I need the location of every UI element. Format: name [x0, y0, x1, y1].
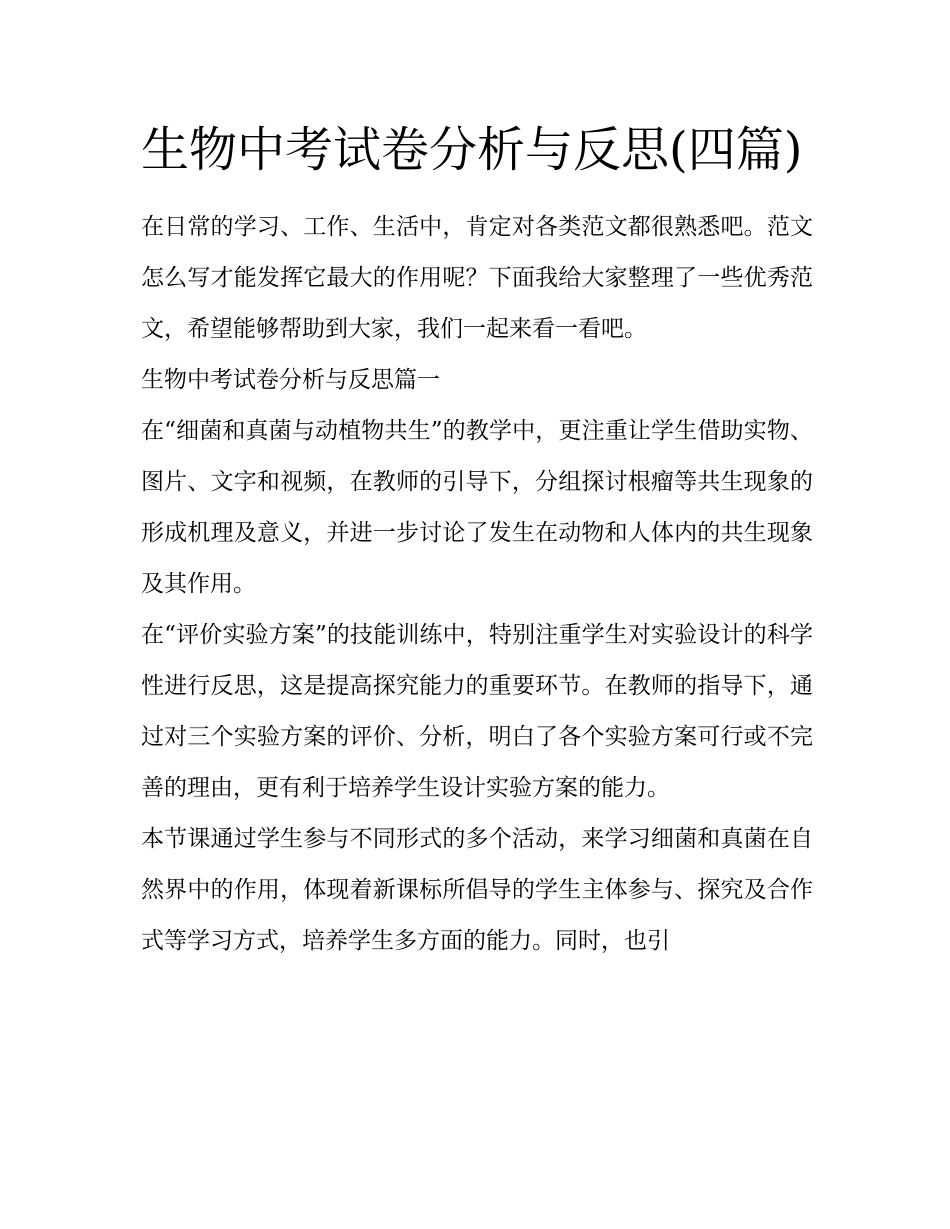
- body-paragraph-experiment: 在“评价实验方案”的技能训练中，特别注重学生对实验设计的科学性进行反思，这是提高探究能力的重要环节。在教师的指导下，通过对三个实验方案的评价、分析，明白了各个实验方案可行或不完善的理由，更有利于培养学生设计实验方案的能力。: [141, 622, 813, 801]
- intro-paragraph: 在日常的学习、工作、生活中，肯定对各类范文都很熟悉吧。范文怎么写才能发挥它最大的作用呢？下面我给大家整理了一些优秀范文，希望能够帮助到大家，我们一起来看一看吧。: [141, 214, 813, 342]
- body-paragraph-symbiosis: 在“细菌和真菌与动植物共生”的教学中，更注重让学生借助实物、图片、文字和视频，在教师的引导下，分组探讨根瘤等共生现象的形成机理及意义，并进一步讨论了发生在动物和人体内的共生现象及其作用。: [141, 418, 813, 597]
- document-title: 生物中考试卷分析与反思(四篇): [141, 122, 803, 178]
- body-paragraph-activities: 本节课通过学生参与不同形式的多个活动，来学习细菌和真菌在自然界中的作用，体现着新课标所倡导的学生主体参与、探究及合作式等学习方式，培养学生多方面的能力。同时，也引: [141, 826, 813, 954]
- section-heading: 生物中考试卷分析与反思篇一: [141, 367, 440, 393]
- document-page: [141, 112, 813, 967]
